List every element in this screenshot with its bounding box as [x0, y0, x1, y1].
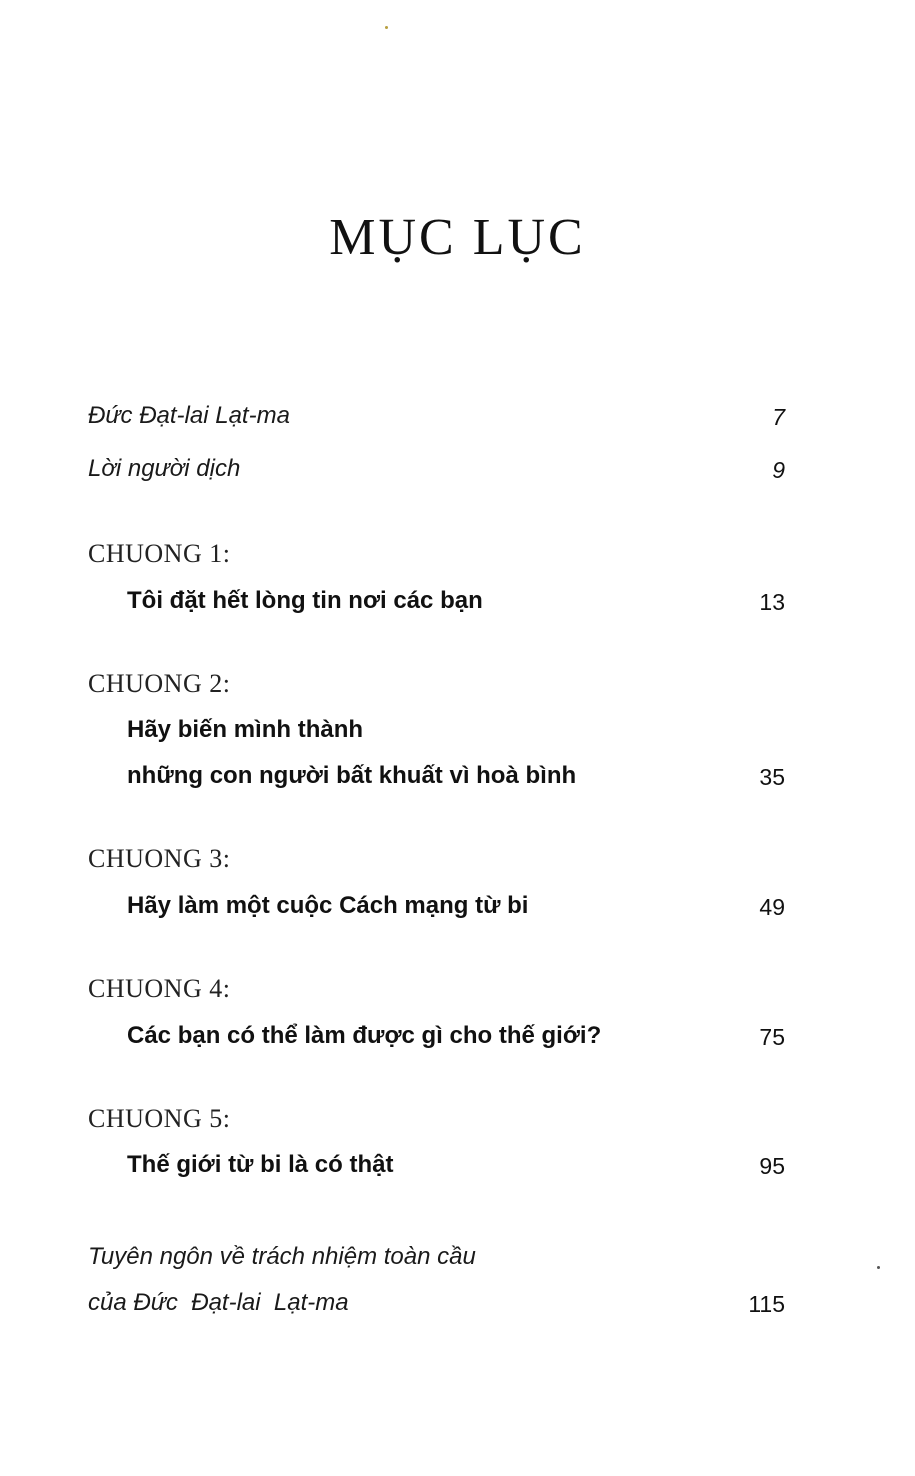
toc-entry-chapter-3[interactable] — [0, 892, 915, 932]
toc-entry-declaration[interactable] — [0, 1243, 915, 1283]
chapter-title: Hãy biến mình thành — [127, 716, 364, 743]
page-number: 115 — [748, 1291, 785, 1317]
chapter-heading: CHUONG 2: — [88, 669, 231, 698]
toc-entry-chapter-1[interactable] — [0, 587, 915, 627]
chapter-title: Các bạn có thể làm được gì cho thế giới? — [127, 1022, 602, 1049]
page-number: 49 — [759, 894, 785, 920]
chapter-heading: CHUONG 5: — [88, 1104, 231, 1133]
entry-label: Đức Đạt-lai Lạt-ma — [88, 402, 290, 429]
entry-label: của Đức Đạt-lai Lạt-ma — [88, 1289, 349, 1316]
print-speck — [385, 26, 388, 29]
entry-label: Lời người dịch — [88, 455, 241, 482]
chapter-title: những con người bất khuất vì hoà bình — [127, 762, 577, 789]
page-number: 35 — [759, 764, 785, 790]
page-number: 13 — [759, 589, 785, 615]
toc-entry-chapter-4[interactable] — [0, 1022, 915, 1062]
chapter-title: Tôi đặt hết lòng tin nơi các bạn — [127, 587, 483, 614]
chapter-heading: CHUONG 3: — [88, 844, 231, 873]
toc-entry-chapter-2-cont[interactable] — [0, 762, 915, 802]
toc-entry-translator-note[interactable] — [0, 455, 915, 495]
toc-entry-foreword[interactable] — [0, 402, 915, 442]
toc-entry-chapter-2[interactable] — [0, 716, 915, 756]
page-number: 7 — [772, 404, 785, 430]
chapter-heading: CHUONG 1: — [88, 539, 231, 568]
page-number: 75 — [759, 1024, 785, 1050]
toc-entry-chapter-5[interactable] — [0, 1151, 915, 1191]
chapter-title: Hãy làm một cuộc Cách mạng từ bi — [127, 892, 529, 919]
chapter-heading: CHUONG 4: — [88, 974, 231, 1003]
page-number: 95 — [759, 1153, 785, 1179]
page-title: MỤC LỤC — [329, 209, 586, 266]
entry-label: Tuyên ngôn về trách nhiệm toàn cầu — [88, 1243, 476, 1270]
page-number: 9 — [772, 457, 785, 483]
chapter-title: Thế giới từ bi là có thật — [127, 1151, 394, 1178]
toc-entry-declaration-cont[interactable] — [0, 1289, 915, 1329]
